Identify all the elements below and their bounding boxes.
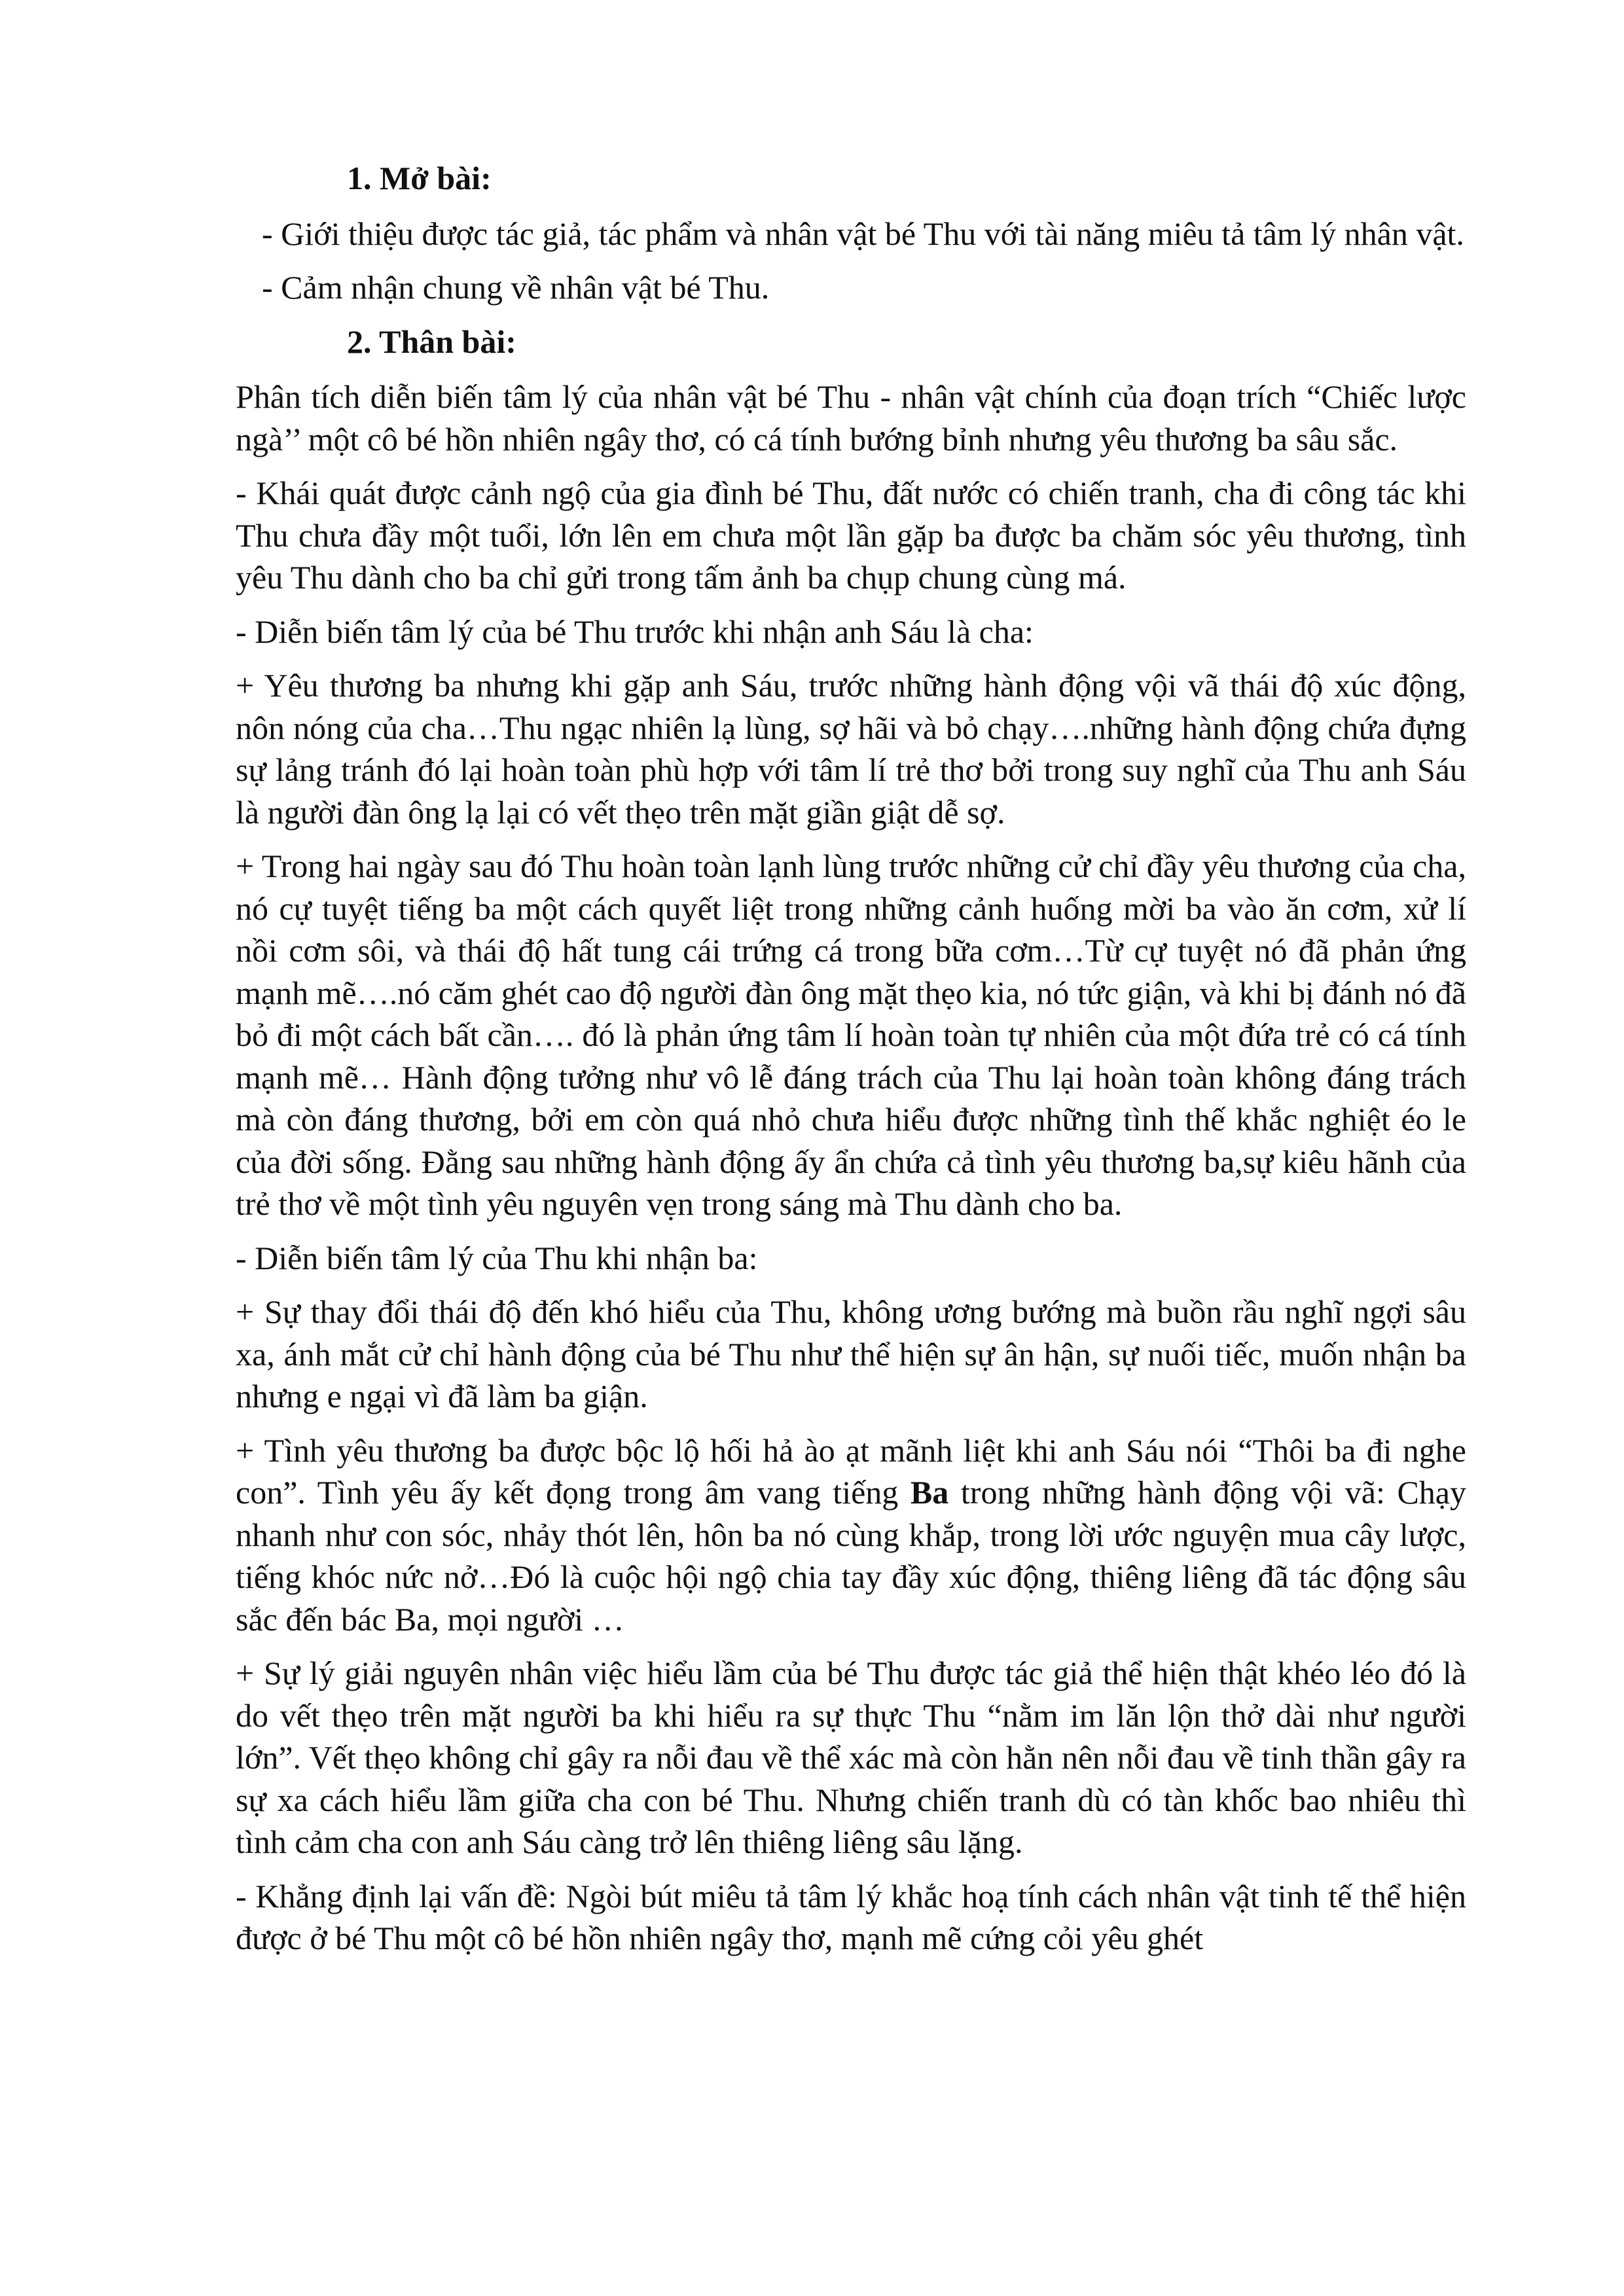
paragraph-love-revealed [236, 1429, 1466, 1641]
paragraph-analysis-intro: Phân tích diễn biến tâm lý của nhân vật bé Thu - nhân vật chính của đoạn trích “Chiếc lược ngà’’ một cô bé hồn nhiên ngây thơ, có cá tính bướng bỉnh nhưng yêu thương ba sâu sắc. [236, 378, 1466, 457]
paragraph-attitude-change: + Sự thay đổi thái độ đến khó hiểu của Thu, không ương bướng mà buồn rầu nghĩ ngợi sâu xa, ánh mắt cử chỉ hành động của bé Thu như thể hiện sự ân hận, sự nuối tiếc, muốn nhận ba nhưng e ngại vì đã làm ba giận. [236, 1293, 1466, 1414]
paragraph-before-recognition-title: - Diễn biến tâm lý của bé Thu trước khi nhận anh Sáu là cha: [236, 613, 1034, 650]
text-run: trong những hành động vội vã: Chạy nhanh như con sóc, nhảy thót lên, hôn ba nó cùng khắp, trong lời ước nguyện mua cây lược, tiếng khóc nức nở…Đó là cuộc hội ngộ chia tay đầy xúc động, thiêng liêng đã tác động sâu sắc đến bác Ba, mọi người … [236, 1474, 1466, 1638]
paragraph-misunderstanding-reason: + Sự lý giải nguyên nhân việc hiểu lầm của bé Thu được tác giả thể hiện thật khéo léo đó là do vết thẹo trên mặt người ba khi hiểu ra sự thực Thu “nằm im lăn lộn thở dài như người lớn”. Vết thẹo không chỉ gây ra nỗi đau về thể xác mà còn hằn nên nỗi đau về tinh thần gây ra sự xa cách hiểu lầm giữa cha con bé Thu. Nhưng chiến tranh dù có tàn khốc bao nhiêu thì tình cảm cha con anh Sáu càng trở lên thiêng liêng sâu lặng. [236, 1655, 1466, 1860]
section-heading-mo-bai: 1. Mở bài: [347, 160, 492, 196]
paragraph-two-days-after: + Trong hai ngày sau đó Thu hoàn toàn lạnh lùng trước những cử chỉ đầy yêu thương của cha, nó cự tuyệt tiếng ba một cách quyết liệt trong những cảnh huống mời ba vào ăn cơm, xử lí nồi cơm sôi, và thái độ hất tung cái trứng cá trong bữa cơm…Từ cự tuyệt nó đã phản ứng mạnh mẽ….nó căm ghét cao độ người đàn ông mặt thẹo kia, nó tức giận, và khi bị đánh nó đã bỏ đi một cách bất cần…. đó là phản ứng tâm lí hoàn toàn tự nhiên của một đứa trẻ có cá tính mạnh mẽ… Hành động tưởng như vô lễ đáng trách của Thu lại hoàn toàn không đáng trách mà còn đáng thương, bởi em còn quá nhỏ chưa hiểu được những tình thế khắc nghiệt éo le của đời sống. Đằng sau những hành động ấy ẩn chứa cả tình yêu thương ba,sự kiêu hãnh của trẻ thơ về một tình yêu nguyên vẹn trong sáng mà Thu dành cho ba. [236, 848, 1466, 1222]
paragraph-meeting-anh-sau: + Yêu thương ba nhưng khi gặp anh Sáu, trước những hành động vội vã thái độ xúc động, nôn nóng của cha…Thu ngạc nhiên lạ lùng, sợ hãi và bỏ chạy….những hành động chứa đựng sự lảng tránh đó lại hoàn toàn phù hợp với tâm lí trẻ thơ bởi trong suy nghĩ của Thu anh Sáu là người đàn ông lạ lại có vết thẹo trên mặt giần giật dễ sợ. [236, 667, 1466, 831]
section-heading-than-bai: 2. Thân bài: [347, 323, 516, 360]
text-run: + Tình yêu thương ba được bộc lộ hối hả ào ạt mãnh liệt khi anh Sáu nói “Thôi ba đi nghe con”. Tình yêu ấy kết đọng trong âm vang tiếng [236, 1431, 1466, 1511]
document-page [236, 157, 1466, 1971]
paragraph-intro-author: - Giới thiệu được tác giả, tác phẩm và nhân vật bé Thu với tài năng miêu tả tâm lý nhân vật. [262, 215, 1464, 252]
paragraph-intro-impression: - Cảm nhận chung về nhân vật bé Thu. [262, 269, 770, 306]
paragraph-conclusion: - Khẳng định lại vấn đề: Ngòi bút miêu tả tâm lý khắc hoạ tính cách nhân vật tinh tế thể hiện được ở bé Thu một cô bé hồn nhiên ngây thơ, mạnh mẽ cứng cỏi yêu ghét [236, 1877, 1466, 1956]
paragraph-recognition-title: - Diễn biến tâm lý của Thu khi nhận ba: [236, 1239, 758, 1276]
paragraph-family-context: - Khái quát được cảnh ngộ của gia đình bé Thu, đất nước có chiến tranh, cha đi công tác khi Thu chưa đầy một tuổi, lớn lên em chưa một lần gặp ba được ba chăm sóc yêu thương, tình yêu Thu dành cho ba chỉ gửi trong tấm ảnh ba chụp chung cùng má. [236, 475, 1466, 596]
bold-word-ba: Ba [910, 1474, 949, 1511]
